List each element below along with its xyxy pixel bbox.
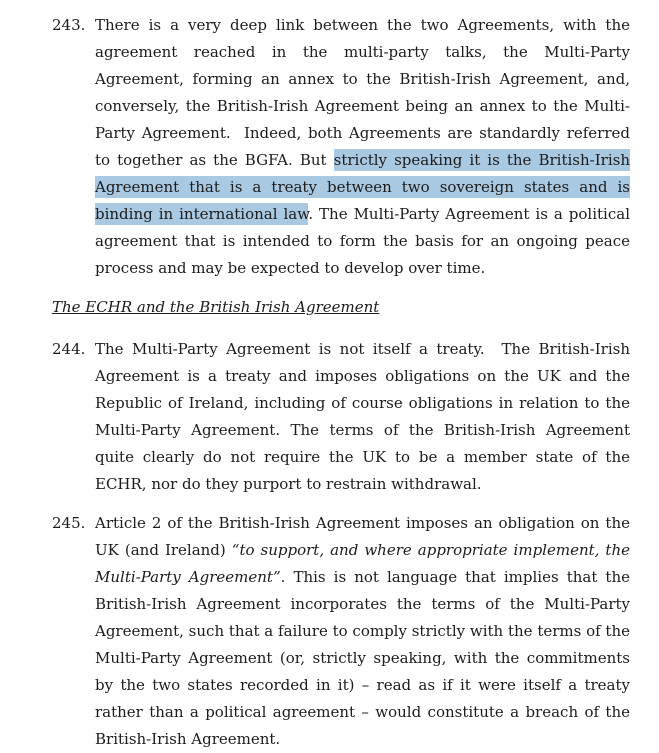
- paragraph-body: The Multi-Party Agreement is not itself a treaty. The British-Irish Agreement is a treaty and imposes obligations on the UK and the Republic of Ireland, including of course obligations in relation to the Multi-Party Agreement. The terms of the British-Irish Agreement quite clearly do not require the UK to be a member state of the ECHR, nor do they purport to restrain withdrawal.: [95, 340, 630, 493]
- paragraph-245: [52, 510, 630, 753]
- section-heading: The ECHR and the British Irish Agreement: [52, 298, 380, 316]
- highlighted-text: strictly speaking it is the British-Irish Agreement that is a treaty between two sovereign states and is binding in international law: [95, 151, 630, 223]
- paragraph-number: 244.: [52, 340, 86, 358]
- paragraph-body: [95, 12, 630, 282]
- paragraph-text-segment: Article 2 of the British-Irish Agreement imposes an obligation on the UK (and Ireland): [95, 514, 630, 559]
- paragraph-number: 245.: [52, 514, 86, 532]
- paragraph-243: [52, 12, 630, 282]
- paragraph-number: 243.: [52, 16, 86, 34]
- paragraph-244: [52, 336, 630, 498]
- quoted-text: “to support, and where appropriate implement, the Multi-Party Agreement”: [95, 541, 630, 586]
- paragraph-text-segment: . This is not language that implies that the British-Irish Agreement incorporates the terms of the Multi-Party Agreement, such that a failure to comply strictly with the terms of the Multi-Party Agreement (or, strictly speaking, with the commitments by the two states recorded in it) – read as if it were itself a treaty rather than a political agreement – would constitute a breach of the British-Irish Agreement.: [95, 568, 630, 748]
- paragraph-text-segment: There is a very deep link between the two Agreements, with the agreement reached in the multi-party talks, the Multi-Party Agreement, forming an annex to the British-Irish Agreement, and, conversely, the British-Irish Agreement being an annex to the Multi-Party Agreement. Indeed, both Agreements are standardly referred to together as the BGFA. But: [95, 16, 630, 169]
- paragraph-text-segment: . The Multi-Party Agreement is a political agreement that is intended to form the basis for an ongoing peace process and may be expected to develop over time.: [95, 205, 630, 277]
- paragraph-body: [95, 510, 630, 753]
